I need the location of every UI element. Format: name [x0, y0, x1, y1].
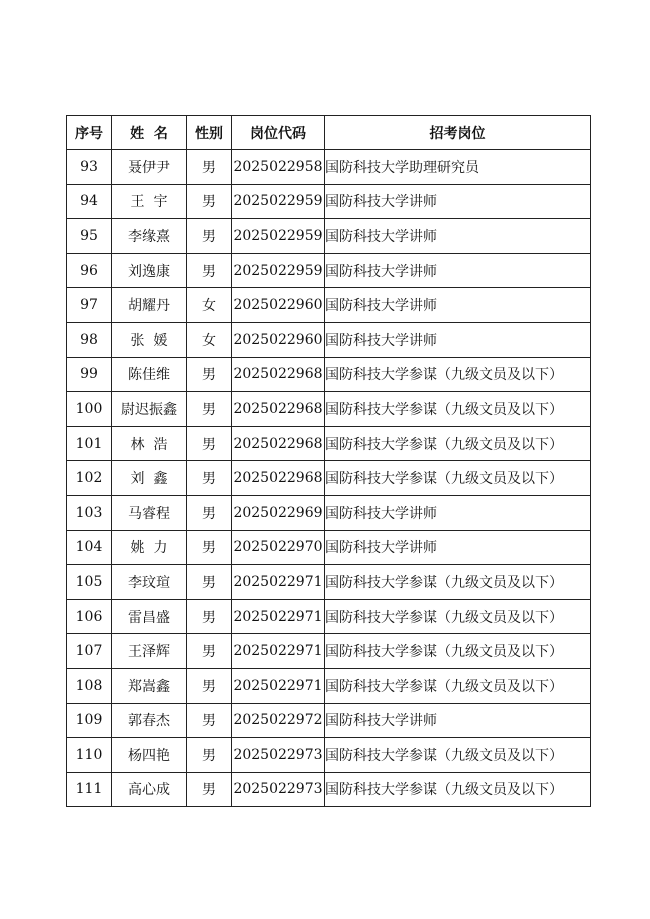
cell-name: 陈佳维: [112, 357, 187, 392]
cell-seq: 109: [67, 703, 112, 738]
cell-post: 国防科技大学讲师: [325, 184, 591, 219]
cell-gender: 男: [187, 150, 232, 185]
cell-gender: 男: [187, 599, 232, 634]
cell-gender: 男: [187, 392, 232, 427]
cell-gender: 男: [187, 461, 232, 496]
cell-post: 国防科技大学讲师: [325, 703, 591, 738]
cell-code: 2025022968: [232, 357, 325, 392]
table-row: [67, 288, 591, 323]
cell-post: 国防科技大学参谋（九级文员及以下）: [325, 634, 591, 669]
cell-seq: 99: [67, 357, 112, 392]
cell-seq: 101: [67, 426, 112, 461]
cell-code: 2025022970: [232, 530, 325, 565]
table-row: [67, 426, 591, 461]
cell-post: 国防科技大学讲师: [325, 530, 591, 565]
cell-post: 国防科技大学讲师: [325, 288, 591, 323]
cell-code: 2025022971: [232, 668, 325, 703]
cell-name: 胡耀丹: [112, 288, 187, 323]
cell-gender: 男: [187, 495, 232, 530]
table-row: [67, 253, 591, 288]
cell-code: 2025022972: [232, 703, 325, 738]
cell-code: 2025022960: [232, 322, 325, 357]
cell-post: 国防科技大学讲师: [325, 322, 591, 357]
cell-name: 张 媛: [112, 322, 187, 357]
cell-seq: 97: [67, 288, 112, 323]
cell-code: 2025022969: [232, 495, 325, 530]
table-row: [67, 495, 591, 530]
cell-gender: 男: [187, 530, 232, 565]
cell-code: 2025022968: [232, 461, 325, 496]
cell-name: 尉迟振鑫: [112, 392, 187, 427]
header-post: 招考岗位: [325, 116, 591, 150]
cell-seq: 96: [67, 253, 112, 288]
cell-gender: 男: [187, 253, 232, 288]
cell-code: 2025022968: [232, 426, 325, 461]
table-row: [67, 357, 591, 392]
cell-seq: 93: [67, 150, 112, 185]
cell-name: 李缘熹: [112, 219, 187, 254]
cell-gender: 男: [187, 184, 232, 219]
cell-post: 国防科技大学参谋（九级文员及以下）: [325, 772, 591, 807]
table-row: [67, 322, 591, 357]
header-name: 姓 名: [112, 116, 187, 150]
cell-gender: 男: [187, 357, 232, 392]
cell-name: 杨四艳: [112, 738, 187, 773]
cell-gender: 男: [187, 634, 232, 669]
cell-seq: 110: [67, 738, 112, 773]
table-row: [67, 668, 591, 703]
table-row: [67, 530, 591, 565]
cell-name: 郑嵩鑫: [112, 668, 187, 703]
cell-name: 王泽辉: [112, 634, 187, 669]
cell-post: 国防科技大学参谋（九级文员及以下）: [325, 357, 591, 392]
cell-post: 国防科技大学助理研究员: [325, 150, 591, 185]
cell-post: 国防科技大学参谋（九级文员及以下）: [325, 426, 591, 461]
table-row: [67, 703, 591, 738]
cell-name: 刘逸康: [112, 253, 187, 288]
table-row: [67, 219, 591, 254]
table-row: [67, 634, 591, 669]
cell-code: 2025022959: [232, 219, 325, 254]
cell-seq: 108: [67, 668, 112, 703]
cell-name: 雷昌盛: [112, 599, 187, 634]
cell-seq: 102: [67, 461, 112, 496]
cell-name: 林 浩: [112, 426, 187, 461]
table-row: [67, 392, 591, 427]
table-row: [67, 738, 591, 773]
cell-name: 刘 鑫: [112, 461, 187, 496]
cell-seq: 104: [67, 530, 112, 565]
cell-code: 2025022971: [232, 565, 325, 600]
cell-seq: 98: [67, 322, 112, 357]
cell-gender: 女: [187, 322, 232, 357]
candidate-table: [66, 115, 591, 807]
table-row: [67, 184, 591, 219]
cell-gender: 男: [187, 426, 232, 461]
cell-post: 国防科技大学参谋（九级文员及以下）: [325, 599, 591, 634]
table-row: [67, 150, 591, 185]
cell-seq: 100: [67, 392, 112, 427]
cell-post: 国防科技大学参谋（九级文员及以下）: [325, 565, 591, 600]
cell-gender: 男: [187, 738, 232, 773]
cell-code: 2025022968: [232, 392, 325, 427]
table-header-row: [67, 116, 591, 150]
table-row: [67, 772, 591, 807]
cell-post: 国防科技大学参谋（九级文员及以下）: [325, 738, 591, 773]
table-row: [67, 599, 591, 634]
cell-post: 国防科技大学参谋（九级文员及以下）: [325, 461, 591, 496]
cell-code: 2025022973: [232, 772, 325, 807]
cell-post: 国防科技大学讲师: [325, 495, 591, 530]
cell-name: 姚 力: [112, 530, 187, 565]
cell-code: 2025022958: [232, 150, 325, 185]
cell-name: 郭春杰: [112, 703, 187, 738]
header-gender: 性别: [187, 116, 232, 150]
cell-name: 王 宇: [112, 184, 187, 219]
cell-name: 高心成: [112, 772, 187, 807]
cell-seq: 111: [67, 772, 112, 807]
cell-post: 国防科技大学讲师: [325, 219, 591, 254]
cell-post: 国防科技大学参谋（九级文员及以下）: [325, 392, 591, 427]
cell-code: 2025022973: [232, 738, 325, 773]
cell-gender: 男: [187, 565, 232, 600]
cell-seq: 106: [67, 599, 112, 634]
cell-code: 2025022971: [232, 599, 325, 634]
header-seq: 序号: [67, 116, 112, 150]
cell-seq: 95: [67, 219, 112, 254]
cell-seq: 105: [67, 565, 112, 600]
table-row: [67, 565, 591, 600]
cell-code: 2025022959: [232, 253, 325, 288]
cell-name: 马睿程: [112, 495, 187, 530]
cell-code: 2025022960: [232, 288, 325, 323]
cell-seq: 107: [67, 634, 112, 669]
cell-post: 国防科技大学参谋（九级文员及以下）: [325, 668, 591, 703]
cell-gender: 女: [187, 288, 232, 323]
cell-gender: 男: [187, 219, 232, 254]
table-row: [67, 461, 591, 496]
cell-code: 2025022971: [232, 634, 325, 669]
cell-gender: 男: [187, 772, 232, 807]
cell-code: 2025022959: [232, 184, 325, 219]
cell-name: 聂伊尹: [112, 150, 187, 185]
cell-name: 李玟瑄: [112, 565, 187, 600]
cell-gender: 男: [187, 668, 232, 703]
cell-post: 国防科技大学讲师: [325, 253, 591, 288]
header-code: 岗位代码: [232, 116, 325, 150]
cell-seq: 103: [67, 495, 112, 530]
cell-seq: 94: [67, 184, 112, 219]
cell-gender: 男: [187, 703, 232, 738]
